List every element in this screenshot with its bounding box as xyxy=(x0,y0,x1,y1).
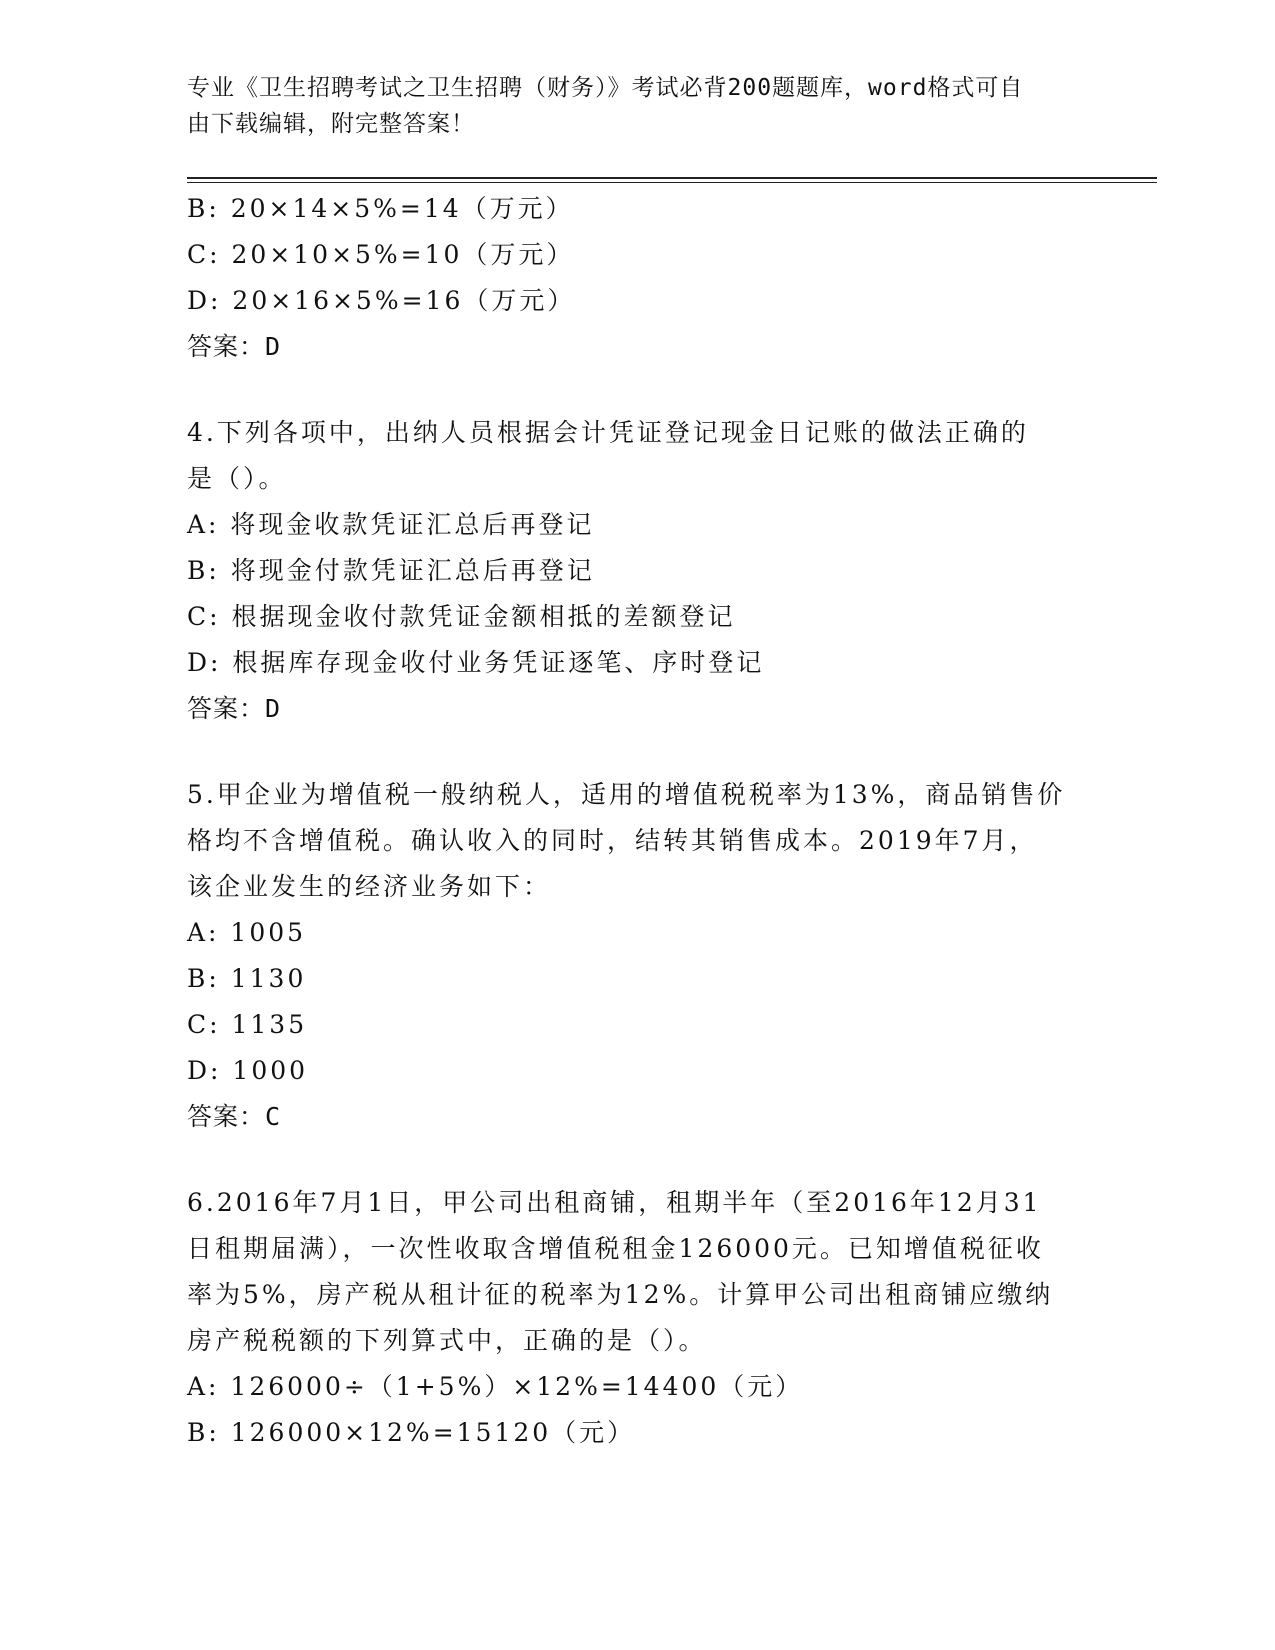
option-d: D: 20×16×5%=16（万元） xyxy=(187,286,576,315)
option-d: D: 根据库存现金收付业务凭证逐笔、序时登记 xyxy=(187,648,765,677)
option-b: B: 126000×12%=15120（元） xyxy=(187,1418,636,1447)
option-c: C: 1135 xyxy=(187,1010,308,1039)
question-stem-line: 5.甲企业为增值税一般纳税人，适用的增值税税率为13%，商品销售价 xyxy=(187,780,1066,809)
question-3-tail xyxy=(187,186,1087,370)
question-stem-line: 该企业发生的经济业务如下： xyxy=(187,872,552,901)
question-6 xyxy=(187,1180,1087,1456)
question-stem-line: 日租期届满），一次性收取含增值税租金126000元。已知增值税征收 xyxy=(187,1234,1044,1263)
question-stem-line: 6.2016年7月1日，甲公司出租商铺，租期半年（至2016年12月31 xyxy=(187,1188,1042,1217)
document-header xyxy=(187,70,1087,142)
option-a: A: 126000÷（1+5%）×12%=14400（元） xyxy=(187,1372,804,1401)
header-divider xyxy=(187,177,1157,183)
option-a: A: 将现金收款凭证汇总后再登记 xyxy=(187,510,595,539)
option-a: A: 1005 xyxy=(187,918,307,947)
option-c: C: 根据现金收付款凭证金额相抵的差额登记 xyxy=(187,602,736,631)
answer-line: 答案：C xyxy=(187,1102,282,1131)
answer-line: 答案：D xyxy=(187,332,282,361)
spacer xyxy=(187,370,1087,410)
header-line-2: 由下载编辑，附完整答案！ xyxy=(187,111,475,137)
question-stem-line: 格均不含增值税。确认收入的同时，结转其销售成本。2019年7月， xyxy=(187,826,1038,855)
option-d: D: 1000 xyxy=(187,1056,309,1085)
question-4 xyxy=(187,410,1087,732)
option-b: B: 将现金付款凭证汇总后再登记 xyxy=(187,556,595,585)
header-line-1: 专业《卫生招聘考试之卫生招聘（财务）》考试必背200题题库，word格式可自 xyxy=(187,75,1024,101)
spacer xyxy=(187,1140,1087,1180)
option-c: C: 20×10×5%=10（万元） xyxy=(187,240,575,269)
question-stem-line: 率为5%，房产税从租计征的税率为12%。计算甲公司出租商铺应缴纳 xyxy=(187,1280,1054,1309)
question-5 xyxy=(187,772,1087,1140)
option-b: B: 1130 xyxy=(187,964,307,993)
answer-line: 答案：D xyxy=(187,694,282,723)
spacer xyxy=(187,732,1087,772)
question-stem-line: 房产税税额的下列算式中，正确的是（）。 xyxy=(187,1326,707,1355)
question-stem-line: 是（）。 xyxy=(187,464,287,493)
option-b: B: 20×14×5%=14（万元） xyxy=(187,194,574,223)
question-list xyxy=(187,186,1087,1456)
question-stem-line: 4.下列各项中，出纳人员根据会计凭证登记现金日记账的做法正确的 xyxy=(187,418,1029,447)
